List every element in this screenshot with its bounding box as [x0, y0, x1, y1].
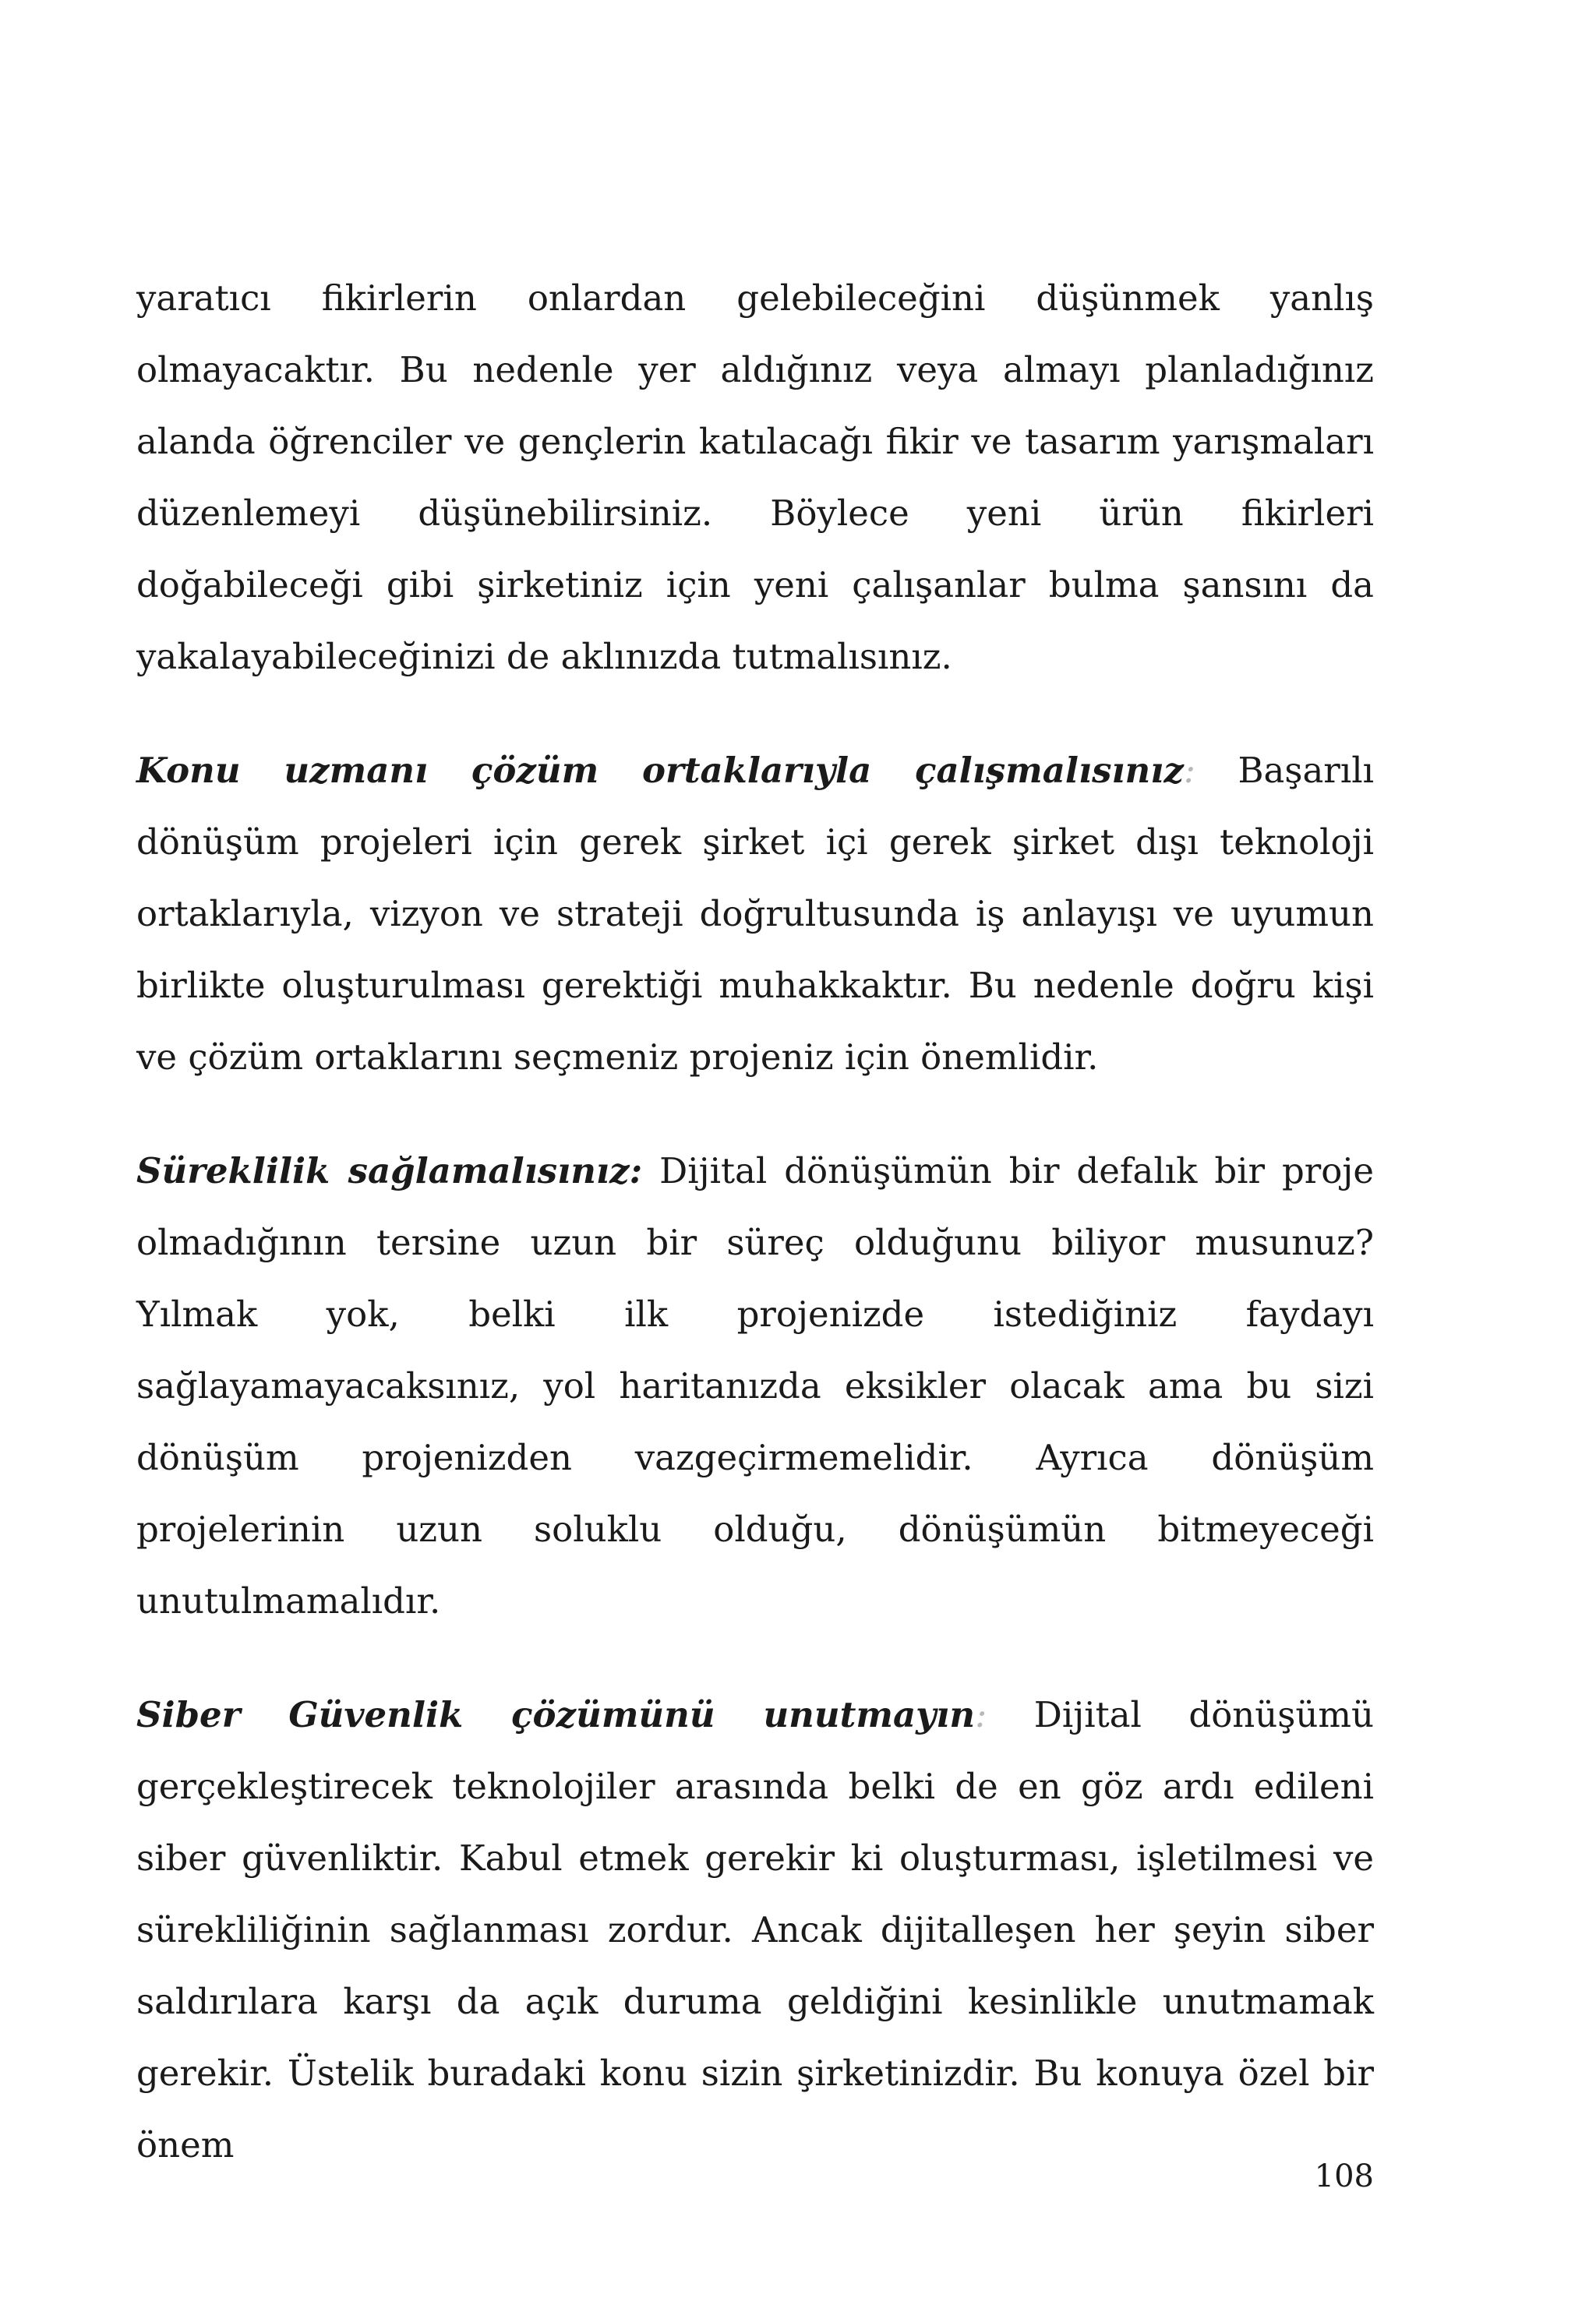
paragraph-2-heading: Konu uzmanı çözüm ortaklarıyla çalışmalısınız [136, 750, 1184, 791]
page-number: 108 [1314, 2159, 1374, 2194]
paragraph-3 [136, 1135, 1374, 1637]
paragraph-2-body: Başarılı dönüşüm projeleri için gerek şirket içi gerek şirket dışı teknoloji ortaklarıyla, vizyon ve strateji doğrultusunda iş anlayışı ve uyumun birlikte oluşturulması gerektiği muhakkaktır. Bu nedenle doğru kişi ve çözüm ortaklarını seçmeniz projeniz için önemlidir. [136, 750, 1374, 1078]
paragraph-4-heading: Siber Güvenlik çözümünü unutmayın [136, 1694, 976, 1735]
paragraph-4-body: Dijital dönüşümü gerçekleştirecek teknolojiler arasında belki de en göz ardı edileni siber güvenliktir. Kabul etmek gerekir ki oluşturması, işletilmesi ve sürekliliğinin sağlanması zordur. Ancak dijitalleşen her şeyin siber saldırılara karşı da açık duruma geldiğini kesinlikle unutmamak gerekir. Üstelik buradaki konu sizin şirketinizdir. Bu konuya özel bir önem [136, 1694, 1375, 2166]
page-body [136, 263, 1374, 2181]
paragraph-4-heading-colon: : [975, 1694, 987, 1735]
paragraph-4 [136, 1679, 1374, 2181]
paragraph-3-body: Dijital dönüşümün bir defalık bir proje olmadığının tersine uzun bir süreç olduğunu biliyor musunuz? Yılmak yok, belki ilk projenizde istediğiniz faydayı sağlayamayacaksınız, yol haritanızda eksikler olacak ama bu sizi dönüşüm projenizden vazgeçirmemelidir. Ayrıca dönüşüm projelerinin uzun soluklu olduğu, dönüşümün bitmeyeceği unutulmamalıdır. [136, 1150, 1374, 1622]
paragraph-1 [136, 263, 1374, 693]
paragraph-2-heading-colon: : [1183, 750, 1196, 791]
paragraph-2 [136, 735, 1374, 1093]
paragraph-1-body: yaratıcı fikirlerin onlardan gelebileceğini düşünmek yanlış olmayacaktır. Bu nedenle yer aldığınız veya almayı planladığınız alanda öğrenciler ve gençlerin katılacağı fikir ve tasarım yarışmaları düzenlemeyi düşünebilirsiniz. Böylece yeni ürün fikirleri doğabileceği gibi şirketiniz için yeni çalışanlar bulma şansını da yakalayabileceğinizi de aklınızda tutmalısınız. [136, 277, 1374, 677]
paragraph-3-heading: Süreklilik sağlamalısınız: [136, 1150, 643, 1191]
